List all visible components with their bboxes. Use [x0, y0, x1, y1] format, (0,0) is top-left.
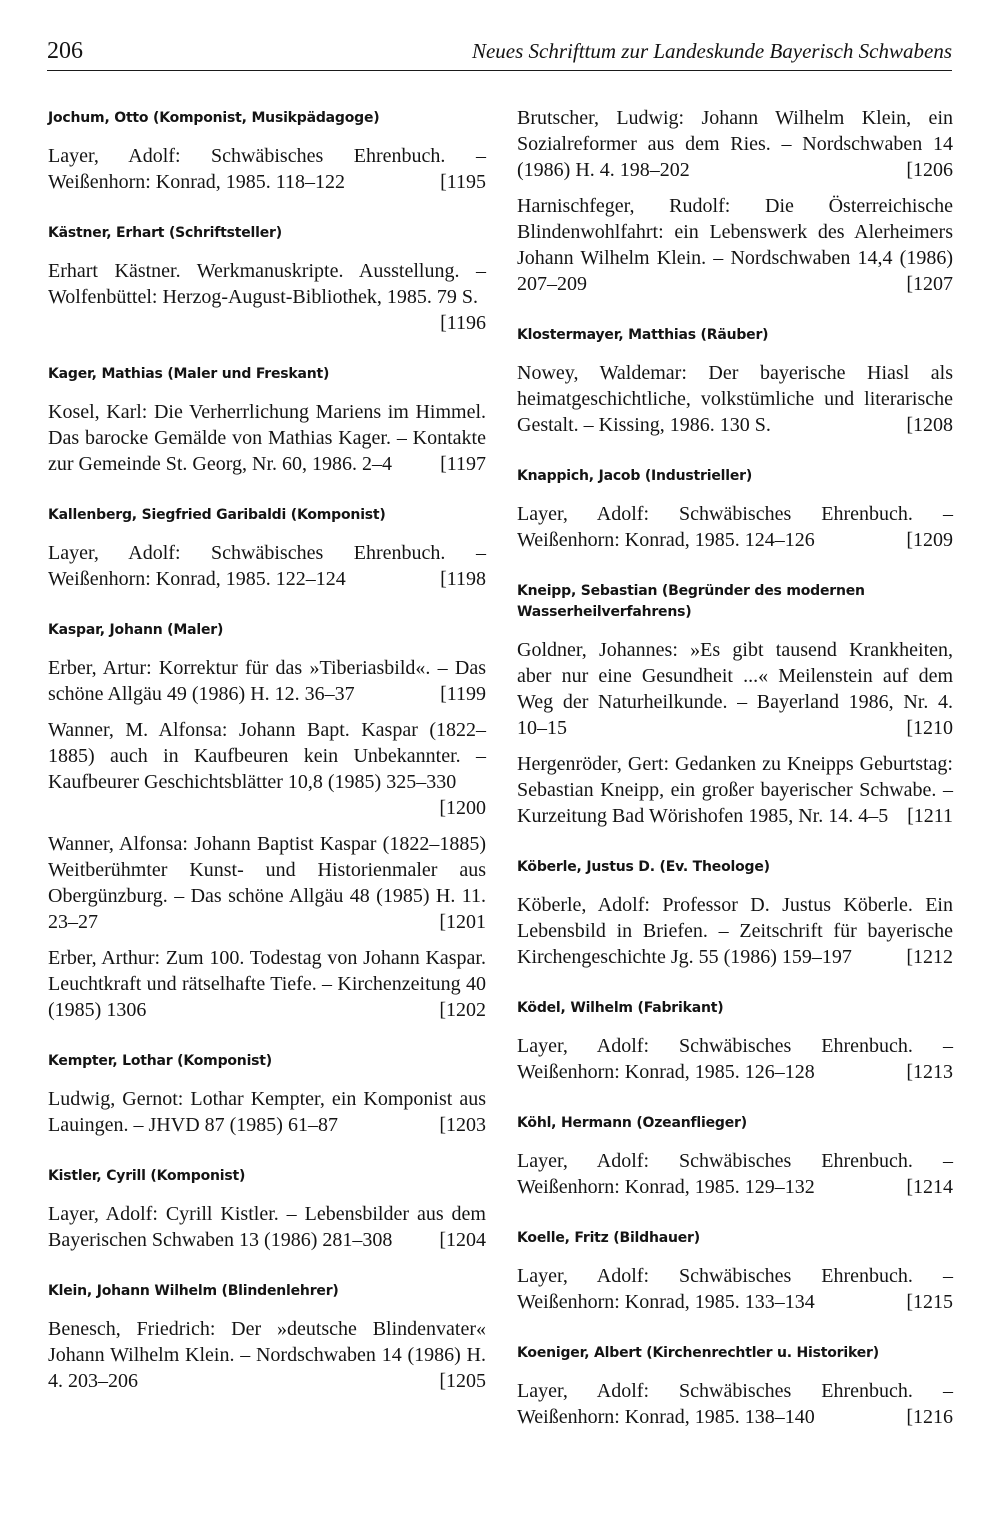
bibliography-entry	[517, 1263, 953, 1315]
entry-heading: Kästner, Erhart (Schriftsteller)	[48, 225, 282, 241]
citation-text: Erber, Artur: Korrektur für das »Tiberiasbild«. – Das schöne Allgäu 49 (1986) H. 12. 36–37	[48, 657, 486, 705]
entry-number: [1208	[906, 414, 953, 436]
bibliography-entry	[48, 143, 486, 195]
citation-text: Layer, Adolf: Schwäbisches Ehrenbuch. – Weißenhorn: Konrad, 1985. 133–134	[517, 1265, 953, 1313]
bibliography-entry	[48, 945, 486, 1023]
running-title: Neues Schrifttum zur Landeskunde Bayerisch Schwabens	[471, 39, 952, 63]
citation-text: Erhart Kästner. Werkmanuskripte. Ausstellung. – Wolfenbüttel: Herzog-August-Bibliothek, 1985. 79 S.	[48, 260, 486, 308]
entry-heading: Kneipp, Sebastian (Begründer des modernen Wasserheilverfahrens)	[517, 583, 865, 620]
entry-heading: Jochum, Otto (Komponist, Musikpädagoge)	[48, 110, 380, 126]
bibliography-entry	[48, 1316, 486, 1394]
citation-text: Harnischfeger, Rudolf: Die Österreichische Blindenwohlfahrt: ein Lebenswerk des Alerheimers Johann Wilhelm Klein. – Nordschwaben 14,4 (1986) 207–209	[517, 195, 953, 295]
entry-heading: Köberle, Justus D. (Ev. Theologe)	[517, 859, 770, 875]
entry-number: [1203	[439, 1114, 486, 1136]
entry-heading: Klein, Johann Wilhelm (Blindenlehrer)	[48, 1283, 339, 1299]
bibliography-entry	[48, 831, 486, 935]
citation-text: Erber, Arthur: Zum 100. Todestag von Johann Kaspar. Leuchtkraft und rätselhafte Tiefe. – Kirchenzeitung 40 (1985) 1306	[48, 947, 486, 1021]
citation-text: Layer, Adolf: Schwäbisches Ehrenbuch. – Weißenhorn: Konrad, 1985. 126–128	[517, 1035, 953, 1083]
left-column	[48, 108, 486, 1404]
entry-number: [1197	[440, 453, 486, 475]
entry-number: [1215	[906, 1291, 953, 1313]
citation-text: Wanner, Alfonsa: Johann Baptist Kaspar (1822–1885) Weitberühmter Kunst- und Historienmaler aus Obergünzburg. – Das schöne Allgäu 48 (1985) H. 11. 23–27	[48, 833, 486, 933]
bibliography-entry	[517, 892, 953, 970]
bibliography-entry	[517, 193, 953, 297]
entry-number: [1199	[440, 683, 486, 705]
bibliography-entry	[48, 540, 486, 592]
entry-number: [1207	[906, 273, 953, 295]
entry-number: [1216	[906, 1406, 953, 1428]
bibliography-entry	[48, 399, 486, 477]
right-column	[517, 105, 953, 1440]
citation-text: Kosel, Karl: Die Verherrlichung Mariens im Himmel. Das barocke Gemälde von Mathias Kager. – Kontakte zur Gemeinde St. Georg, Nr. 60, 1986. 2–4	[48, 401, 486, 475]
citation-text: Brutscher, Ludwig: Johann Wilhelm Klein, ein Sozialreformer aus dem Ries. – Nordschwaben 14 (1986) H. 4. 198–202	[517, 107, 953, 181]
entry-number: [1213	[906, 1061, 953, 1083]
entry-number: [1214	[906, 1176, 953, 1198]
entry-number: [1200	[439, 797, 486, 819]
citation-text: Layer, Adolf: Schwäbisches Ehrenbuch. – Weißenhorn: Konrad, 1985. 118–122	[48, 145, 486, 193]
entry-number: [1211	[907, 805, 953, 827]
bibliography-entry	[48, 258, 486, 336]
citation-text: Wanner, M. Alfonsa: Johann Bapt. Kaspar (1822–1885) auch in Kaufbeuren kein Unbekannter. – Kaufbeurer Geschichtsblätter 10,8 (1985) 325–330	[48, 719, 486, 793]
citation-text: Layer, Adolf: Schwäbisches Ehrenbuch. – Weißenhorn: Konrad, 1985. 124–126	[517, 503, 953, 551]
entry-number: [1196	[440, 312, 486, 334]
entry-number: [1198	[440, 568, 486, 590]
citation-text: Layer, Adolf: Schwäbisches Ehrenbuch. – Weißenhorn: Konrad, 1985. 129–132	[517, 1150, 953, 1198]
bibliography-entry	[517, 360, 953, 438]
entry-number: [1212	[906, 946, 953, 968]
citation-text: Köberle, Adolf: Professor D. Justus Köberle. Ein Lebensbild in Briefen. – Zeitschrift für bayerische Kirchengeschichte Jg. 55 (1986) 159–197	[517, 894, 953, 968]
bibliography-entry	[517, 105, 953, 183]
entry-number: [1205	[439, 1370, 486, 1392]
entry-heading: Kistler, Cyrill (Komponist)	[48, 1168, 246, 1184]
entry-heading: Kaspar, Johann (Maler)	[48, 622, 224, 638]
entry-heading: Koeniger, Albert (Kirchenrechtler u. Historiker)	[517, 1345, 879, 1361]
bibliography-entry	[48, 1086, 486, 1138]
entry-heading: Ködel, Wilhelm (Fabrikant)	[517, 1000, 724, 1016]
entry-heading: Koelle, Fritz (Bildhauer)	[517, 1230, 700, 1246]
entry-heading: Kempter, Lothar (Komponist)	[48, 1053, 272, 1069]
bibliography-entry	[517, 1378, 953, 1430]
entry-heading: Kager, Mathias (Maler und Freskant)	[48, 366, 330, 382]
citation-text: Layer, Adolf: Schwäbisches Ehrenbuch. – Weißenhorn: Konrad, 1985. 122–124	[48, 542, 486, 590]
bibliography-entry	[517, 637, 953, 741]
running-header	[47, 34, 952, 71]
bibliography-entry	[517, 1033, 953, 1085]
citation-text: Benesch, Friedrich: Der »deutsche Blindenvater« Johann Wilhelm Klein. – Nordschwaben 14 (1986) H. 4. 203–206	[48, 1318, 486, 1392]
entry-heading: Köhl, Hermann (Ozeanflieger)	[517, 1115, 747, 1131]
citation-text: Layer, Adolf: Schwäbisches Ehrenbuch. – Weißenhorn: Konrad, 1985. 138–140	[517, 1380, 953, 1428]
citation-text: Goldner, Johannes: »Es gibt tausend Krankheiten, aber nur eine Gesundheit ...« Meilenstein auf dem Weg der Naturheilkunde. – Bayerland 1986, Nr. 4. 10–15	[517, 639, 953, 739]
entry-number: [1201	[439, 911, 486, 933]
entry-heading: Knappich, Jacob (Industrieller)	[517, 468, 753, 484]
entry-number: [1206	[906, 159, 953, 181]
citation-text: Layer, Adolf: Cyrill Kistler. – Lebensbilder aus dem Bayerischen Schwaben 13 (1986) 281–308	[48, 1203, 486, 1251]
entry-heading: Klostermayer, Matthias (Räuber)	[517, 327, 769, 343]
entry-number: [1209	[906, 529, 953, 551]
citation-text: Nowey, Waldemar: Der bayerische Hiasl als heimatgeschichtliche, volkstümliche und literarische Gestalt. – Kissing, 1986. 130 S.	[517, 362, 953, 436]
bibliography-entry	[517, 501, 953, 553]
bibliography-entry	[517, 751, 953, 829]
entry-number: [1202	[439, 999, 486, 1021]
bibliography-entry	[517, 1148, 953, 1200]
entry-number: [1204	[439, 1229, 486, 1251]
citation-text: Ludwig, Gernot: Lothar Kempter, ein Komponist aus Lauingen. – JHVD 87 (1985) 61–87	[48, 1088, 486, 1136]
bibliography-entry	[48, 1201, 486, 1253]
citation-text: Hergenröder, Gert: Gedanken zu Kneipps Geburtstag: Sebastian Kneipp, ein großer bayerischer Schwabe. – Kurzeitung Bad Wörishofen 1985, Nr. 14. 4–5	[517, 753, 953, 827]
bibliography-entry	[48, 655, 486, 707]
entry-heading: Kallenberg, Siegfried Garibaldi (Komponist)	[48, 507, 386, 523]
entry-number: [1195	[440, 171, 486, 193]
bibliography-entry	[48, 717, 486, 821]
page-number: 206	[47, 38, 83, 64]
entry-number: [1210	[906, 717, 953, 739]
